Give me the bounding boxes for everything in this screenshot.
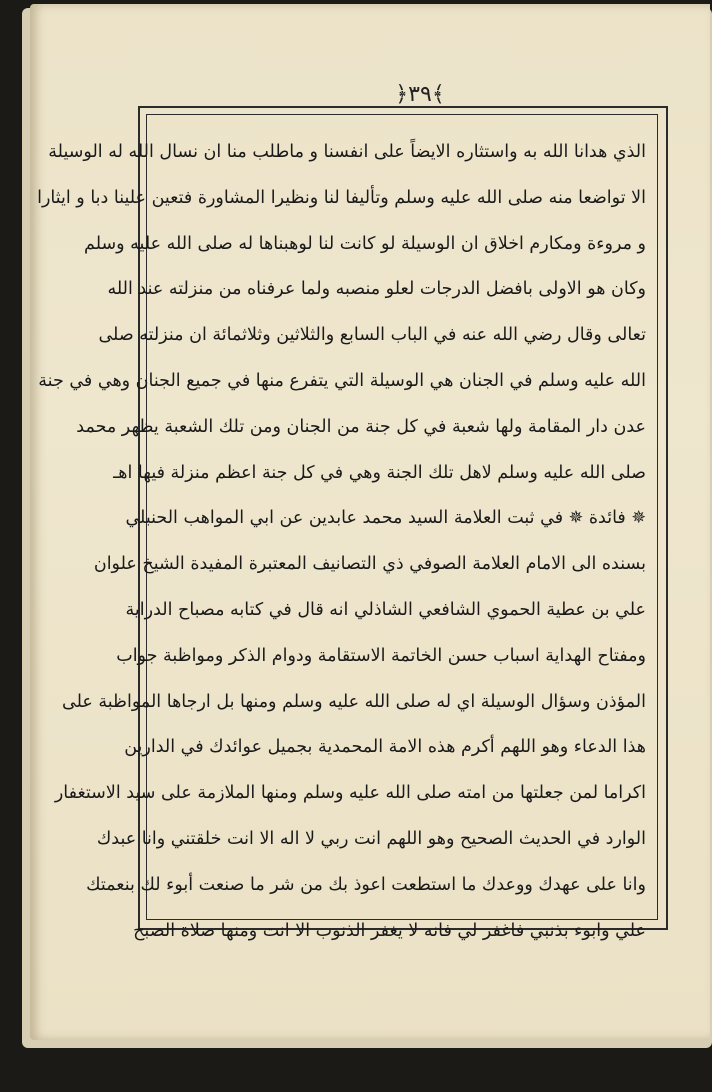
text-line: اكراما لمن جعلتها من امته صلى الله عليه وسلم ومنها الملازمة على سيد الاستغفار xyxy=(54,783,646,804)
text-line: ✵ فائدة ✵ في ثبت العلامة السيد محمد عابدين عن ابي المواهب الحنبلي xyxy=(125,508,646,529)
text-line: وكان هو الاولى بافضل الدرجات لعلو منصبه ولما عرفناه من منزلته عند الله xyxy=(107,279,646,300)
text-line: هذا الدعاء وهو اللهم أكرم هذه الامة المحمدية بجميل عوائدك في الدارين xyxy=(124,737,646,758)
text-line: الله عليه وسلم في الجنان هي الوسيلة التي يتفرع منها في جميع الجنان وهي في جنة xyxy=(38,370,646,391)
text-line: علي بن عطية الحموي الشافعي الشاذلي انه قال في كتابه مصباح الدراية xyxy=(125,599,646,620)
text-line: علي وابوء بذنبي فاغفر لي فانه لا يغفر الذنوب الا انت ومنها صلاة الصبح xyxy=(133,920,646,941)
text-line: بسنده الى الامام العلامة الصوفي ذي التصانيف المعتبرة المفيدة الشيخ علوان xyxy=(93,554,646,575)
text-line: الوارد في الحديث الصحيح وهو اللهم انت ربي لا اله الا انت خلقتني وانا عبدك xyxy=(96,828,646,849)
text-line: الذي هدانا الله به واستثاره الايضاً على انفسنا و ماطلب منا ان نسال الله له الوسيلة xyxy=(48,142,646,162)
text-line: الا تواضعا منه صلى الله عليه وسلم وتأليفا لنا ونظيرا المشاورة فتعين علينا دبا و ايثارا xyxy=(37,187,646,208)
page-number: ﴿٣٩﴾ xyxy=(395,82,445,107)
text-line: تعالى وقال رضي الله عنه في الباب السابع والثلاثين وثلاثمائة ان منزلته صلى xyxy=(98,325,646,346)
text-line: عدن دار المقامة ولها شعبة في كل جنة من الجنان ومن تلك الشعبة يظهر محمد xyxy=(76,416,646,437)
text-line: صلى الله عليه وسلم لاهل تلك الجنة وهي في كل جنة اعظم منزلة فيها اهـ xyxy=(113,462,646,483)
text-line: المؤذن وسؤال الوسيلة اي له صلى الله عليه وسلم ومنها بل ارجاها المواظبة على xyxy=(61,691,646,712)
text-line: ومفتاح الهداية اسباب حسن الخاتمة الاستقامة ودوام الذكر ومواظبة جواب xyxy=(116,645,646,666)
text-line: وانا على عهدك ووعدك ما استطعت اعوذ بك من شر ما صنعت أبوء لك بنعمتك xyxy=(86,874,646,895)
text-line: و مروءة ومكارم اخلاق ان الوسيلة لو كانت لنا لوهبناها له صلى الله عليه وسلم xyxy=(84,233,646,254)
text-block xyxy=(37,130,646,941)
